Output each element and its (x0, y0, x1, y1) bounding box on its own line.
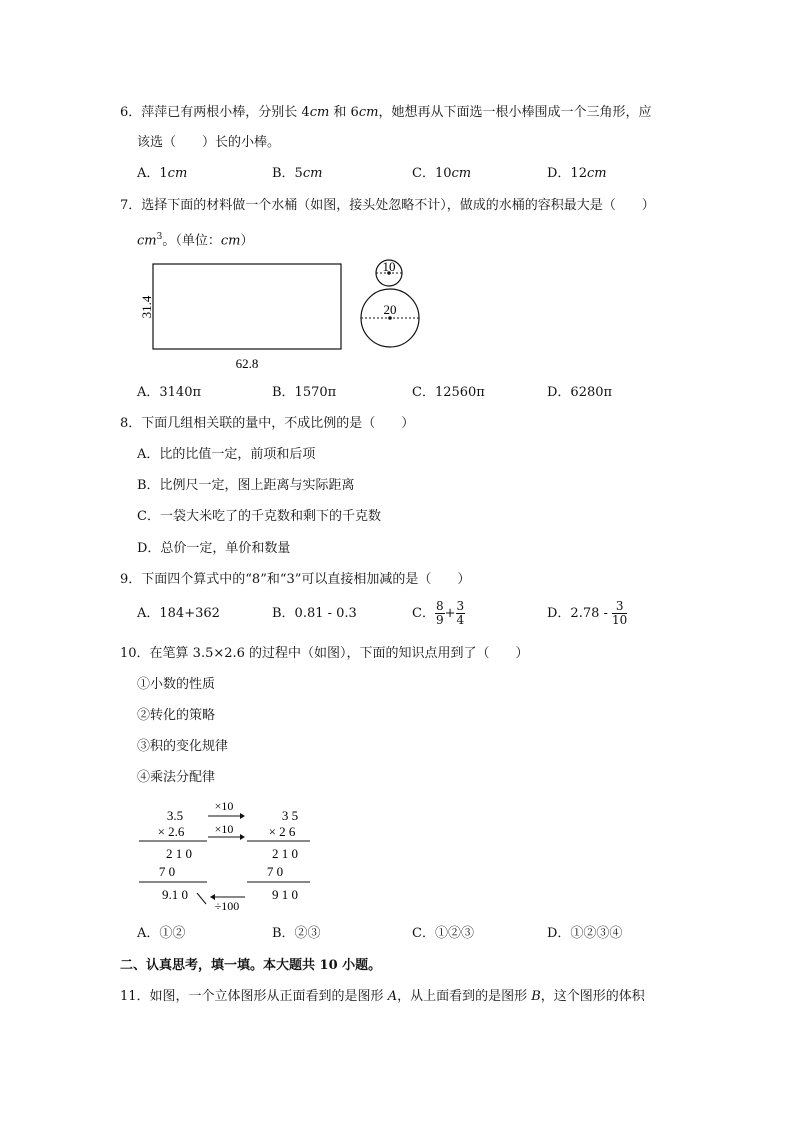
right-multiplier: × 2 6 (268, 824, 296, 839)
fraction-8-9: $\frac{8}{9}$ (435, 599, 444, 627)
q6-line2: 该选（ ）长的小棒。 (137, 135, 281, 150)
q9-stem: 9．下面四个算式中的“8”和“3”可以直接相加减的是（ ） (120, 572, 471, 587)
section-2-heading: 二、认真思考，填一填。本大题共 10 小题。 (120, 958, 382, 973)
q8-option-c[interactable]: C．一袋大米吃了的千克数和剩下的千克数 (137, 509, 381, 524)
q10-stem: 10．在笔算 3.5×2.6 的过程中（如图），下面的知识点用到了（ ） (120, 646, 529, 661)
q7-option-d[interactable]: D．6280π (547, 385, 613, 400)
q10-option-b[interactable]: B．②③ (272, 926, 321, 941)
small-circle-label: 10 (382, 259, 396, 274)
q6-option-b[interactable]: B．5cm (272, 166, 323, 181)
big-circle-label: 20 (383, 302, 397, 317)
q7-option-c[interactable]: C．12560π (412, 385, 485, 400)
q10-option-c[interactable]: C．①②③ (412, 926, 474, 941)
q8-stem: 8．下面几组相关联的量中，不成比例的是（ ） (120, 416, 415, 431)
strike-zero (197, 893, 206, 904)
q10-option-a[interactable]: A．①② (137, 926, 186, 941)
right-result: 9 1 0 (272, 887, 298, 902)
right-multiplicand: 3 5 (281, 808, 299, 823)
q7-bucket-figure (130, 255, 430, 375)
rect-height-label: 31.4 (139, 295, 154, 319)
q10-point-2: ②转化的策略 (137, 708, 216, 723)
q8-option-d[interactable]: D．总价一定，单价和数量 (137, 541, 291, 556)
q6-option-a[interactable]: A．1cm (137, 166, 188, 181)
q8-option-b[interactable]: B．比例尺一定，图上距离与实际距离 (137, 478, 355, 493)
q7-line1: 7．选择下面的材料做一个水桶（如图，接头处忽略不计），做成的水桶的容积最大是（ ） (120, 198, 655, 213)
fraction-3-10: $\frac{3}{10}$ (612, 599, 628, 627)
arrow-2-head (240, 834, 245, 840)
left-multiplier: × 2.6 (157, 824, 185, 839)
q10-point-4: ④乘法分配律 (137, 770, 216, 785)
left-partial-1: 2 1 0 (166, 846, 192, 861)
q6-option-c[interactable]: C．10cm (412, 166, 472, 181)
bucket-side-rectangle (153, 264, 341, 349)
q7-option-b[interactable]: B．1570π (272, 385, 337, 400)
right-partial-1: 2 1 0 (272, 846, 298, 861)
q6-option-d[interactable]: D．12cm (547, 166, 607, 181)
q6-line1: 6．萍萍已有两根小棒，分别长 4cm 和 6cm，她想再从下面选一根小棒围成一个三角形，应 (120, 105, 652, 120)
right-partial-2: 7 0 (266, 864, 284, 879)
left-result: 9.1 0 (162, 887, 188, 902)
q10-option-d[interactable]: D．①②③④ (547, 926, 623, 941)
fraction-3-4: $\frac{3}{4}$ (456, 599, 465, 627)
q9-option-a[interactable]: A．184+362 (137, 606, 220, 621)
rect-width-label: 62.8 (235, 356, 259, 371)
q9-option-c[interactable]: C． $\frac{8}{9}$ + $\frac{3}{4}$ (412, 599, 465, 627)
q10-point-1: ①小数的性质 (137, 677, 216, 692)
arrow-label-3: ÷100 (214, 899, 240, 913)
q8-option-a[interactable]: A．比的比值一定，前项和后项 (137, 447, 316, 462)
q9-option-b[interactable]: B．0.81 - 0.3 (272, 606, 357, 621)
q10-point-3: ③积的变化规律 (137, 739, 229, 754)
arrow-1-head (240, 813, 245, 819)
left-partial-2: 7 0 (158, 864, 176, 879)
arrow-label-2: ×10 (214, 822, 234, 836)
q10-calculation-figure (135, 796, 325, 916)
q7-line2: $cm^3$。（单位：cm） (137, 232, 254, 249)
q11-line1: 11．如图，一个立体图形从正面看到的是图形 A，从上面看到的是图形 B，这个图形的体积 (120, 989, 645, 1004)
q9-option-d[interactable]: D．2.78 - $\frac{3}{10}$ (547, 599, 628, 627)
q7-option-a[interactable]: A．3140π (137, 385, 202, 400)
left-multiplicand: 3.5 (166, 808, 184, 823)
arrow-label-1: ×10 (214, 799, 234, 813)
